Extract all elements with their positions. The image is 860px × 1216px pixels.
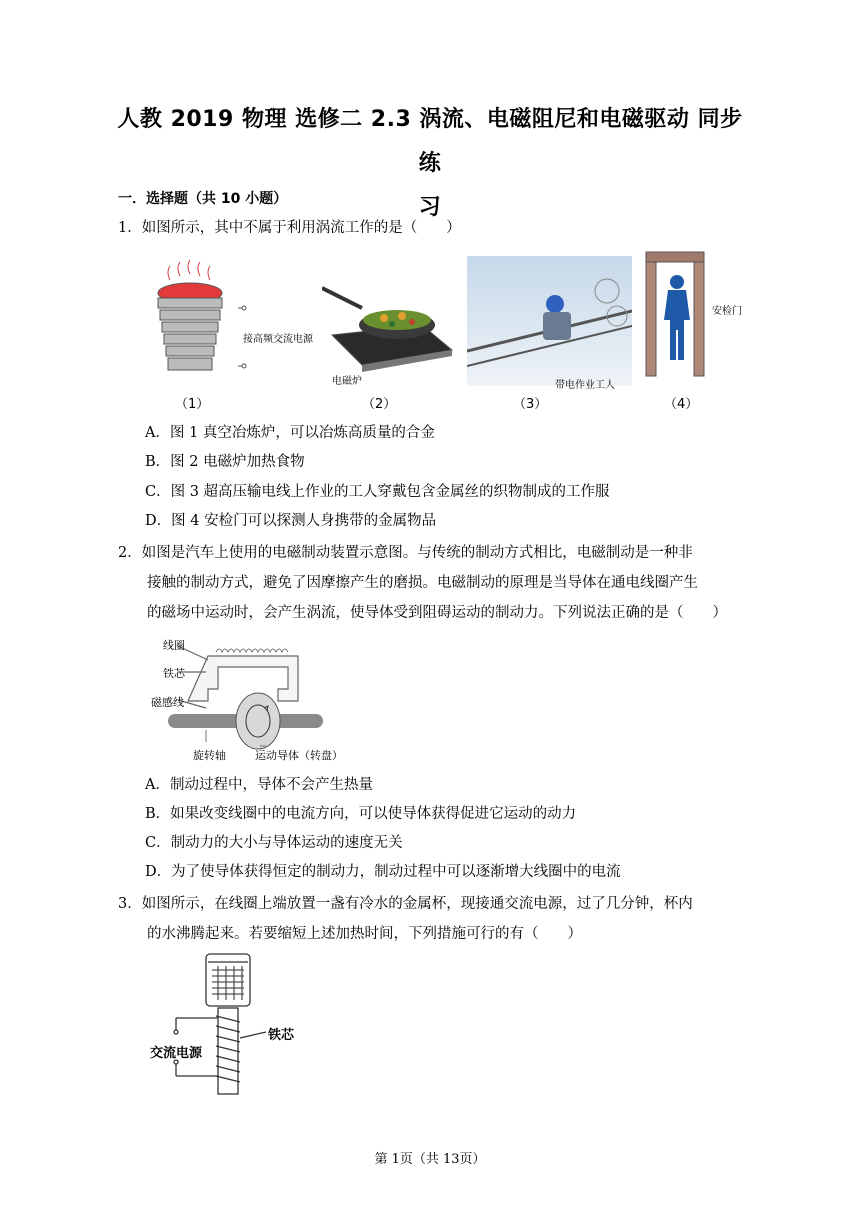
q1-option-d: D．图 4 安检门可以探测人身携带的金属物品 xyxy=(145,513,437,529)
q1-option-c: C．图 3 超高压输电线上作业的工人穿戴包含金属丝的织物制成的工作服 xyxy=(145,484,610,500)
induction-cooker-figure xyxy=(322,280,462,375)
question-2-stem xyxy=(118,538,738,628)
furnace-note: 接高频交流电源 xyxy=(243,334,313,345)
figure-4-number: （4） xyxy=(664,397,699,412)
cooker-note: 电磁炉 xyxy=(332,376,362,387)
live-line-worker-figure xyxy=(467,256,632,386)
section-heading: 一．选择题（共 10 小题） xyxy=(118,191,288,207)
title-line-1: 人教 2019 物理 选修二 2.3 涡流、电磁阻尼和电磁驱动 同步练 xyxy=(117,107,743,176)
q2-option-a: A．制动过程中，导体不会产生热量 xyxy=(145,777,373,793)
security-gate-figure xyxy=(640,248,710,378)
q3-line-1: 3．如图所示，在线圈上端放置一盏有冷水的金属杯，现接通交流电源，过了几分钟，杯内 xyxy=(118,896,693,912)
q3-line-2: 的水沸腾起来。若要缩短上述加热时间，下列措施可行的有（ ） xyxy=(147,926,582,942)
brake-field-label: 磁感线 xyxy=(151,696,184,709)
iron-core-label: 铁芯 xyxy=(268,1028,295,1043)
question-3-stem xyxy=(118,889,738,949)
q2-line-1: 2．如图是汽车上使用的电磁制动装置示意图。与传统的制动方式相比，电磁制动是一种非 xyxy=(118,545,693,561)
q2-line-3: 的磁场中运动时，会产生涡流，使导体受到阻碍运动的制动力。下列说法正确的是（ ） xyxy=(147,605,727,621)
document-title xyxy=(110,98,750,230)
brake-coil-label: 线圈 xyxy=(163,639,185,652)
q2-option-d: D．为了使导体获得恒定的制动力，制动过程中可以逐渐增大线圈中的电流 xyxy=(145,864,621,880)
brake-axis-label: 旋转轴 xyxy=(193,749,226,762)
figure-1-number: （1） xyxy=(175,397,210,412)
brake-disk-label: 运动导体（转盘） xyxy=(255,749,343,762)
figure-3-number: （3） xyxy=(513,397,548,412)
q1-option-b: B．图 2 电磁炉加热食物 xyxy=(145,454,305,470)
figure-2-number: （2） xyxy=(362,397,397,412)
ac-source-label: 交流电源 xyxy=(150,1046,203,1061)
q2-option-c: C．制动力的大小与导体运动的速度无关 xyxy=(145,835,403,851)
gate-note: 安检门 xyxy=(712,306,742,317)
page-footer: 第 1页（共 13页） xyxy=(374,1152,486,1167)
heating-coil-figure xyxy=(148,948,308,1098)
q2-option-b: B．如果改变线圈中的电流方向，可以使导体获得促进它运动的动力 xyxy=(145,806,577,822)
worker-note: 带电作业工人 xyxy=(555,380,615,391)
title-line-2: 习 xyxy=(418,195,442,220)
q2-line-2: 接触的制动方式，避免了因摩擦产生的磨损。电磁制动的原理是当导体在通电线圈产生 xyxy=(147,575,698,591)
question-1-stem: 1．如图所示，其中不属于利用涡流工作的是（ ） xyxy=(118,220,461,236)
brake-core-label: 铁芯 xyxy=(163,667,185,680)
furnace-figure xyxy=(140,258,240,383)
q1-option-a: A．图 1 真空冶炼炉，可以冶炼高质量的合金 xyxy=(145,425,435,441)
